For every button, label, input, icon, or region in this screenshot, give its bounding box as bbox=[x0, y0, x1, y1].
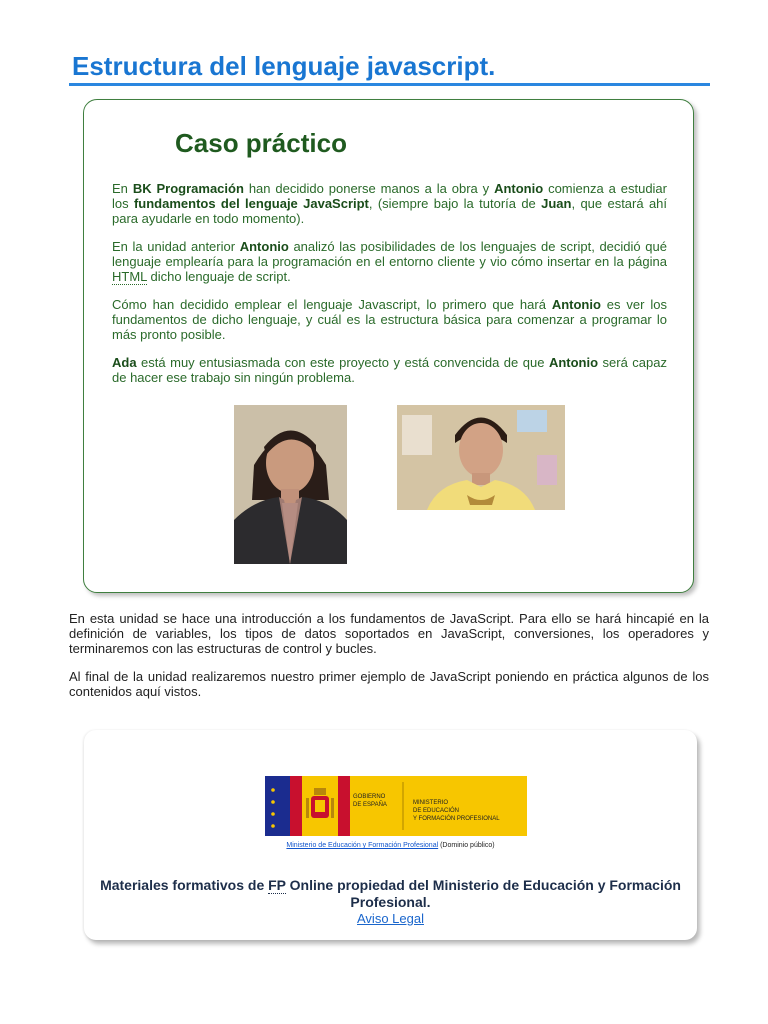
case-paragraph-2: En la unidad anterior Antonio analizó las posibilidades de los lenguajes de script, decidió qué lenguaje emplearía para la programación en el entorno cliente y vio cómo insertar en la página HTML dicho lenguaje de script. bbox=[112, 239, 667, 284]
antonio-photo bbox=[397, 405, 565, 510]
materials-notice: Materiales formativos de FP Online propiedad del Ministerio de Educación y Formación Profesional. bbox=[100, 877, 681, 910]
intro-paragraph-2: Al final de la unidad realizaremos nuestro primer ejemplo de JavaScript poniendo en práctica algunos de los contenidos aquí vistos. bbox=[69, 669, 709, 699]
svg-text:MINISTERIO: MINISTERIO bbox=[413, 800, 449, 806]
page-title: Estructura del lenguaje javascript. bbox=[72, 51, 496, 81]
case-paragraph-3: Cómo han decidido emplear el lenguaje Javascript, lo primero que hará Antonio es ver los fundamentos de dicho lenguaje, y cuál es la estructura básica para comenzar a programar lo más pronto posible. bbox=[112, 297, 667, 342]
html-abbreviation[interactable]: HTML bbox=[112, 269, 147, 284]
title-divider bbox=[69, 83, 710, 86]
license-note: (Dominio público) bbox=[438, 842, 495, 849]
case-study-box bbox=[83, 99, 694, 593]
fp-abbreviation[interactable]: FP bbox=[268, 877, 286, 893]
svg-text:Y FORMACIÓN PROFESIONAL: Y FORMACIÓN PROFESIONAL bbox=[413, 816, 500, 822]
logo-caption bbox=[84, 842, 697, 849]
legal-notice-link[interactable]: Aviso Legal bbox=[357, 911, 424, 926]
ada-photo bbox=[234, 405, 347, 564]
ministry-link[interactable]: Ministerio de Educación y Formación Profesional bbox=[286, 842, 439, 849]
svg-text:DE ESPAÑA: DE ESPAÑA bbox=[353, 802, 387, 808]
case-paragraph-1: En BK Programación han decidido ponerse manos a la obra y Antonio comienza a estudiar los fundamentos del lenguaje JavaScript, (siempre bajo la tutoría de Juan, que estará ahí para ayudarle en todo momento). bbox=[112, 181, 668, 226]
svg-text:DE EDUCACIÓN: DE EDUCACIÓN bbox=[413, 808, 460, 814]
footer-box bbox=[84, 730, 697, 940]
case-study-heading: Caso práctico bbox=[175, 128, 347, 158]
intro-paragraph-1: En esta unidad se hace una introducción a los fundamentos de JavaScript. Para ello se hará hincapié en la definición de variables, los tipos de datos soportados en JavaScript, conversiones, los operadores y terminaremos con las estructuras de control y bucles. bbox=[69, 611, 709, 656]
intro-text bbox=[69, 611, 709, 712]
case-paragraph-4: Ada está muy entusiasmada con este proyecto y está convencida de que Antonio será capaz de hacer ese trabajo sin ningún problema. bbox=[112, 355, 667, 385]
ministry-logo bbox=[265, 776, 527, 836]
svg-text:GOBIERNO: GOBIERNO bbox=[353, 794, 386, 800]
case-study-text bbox=[112, 181, 667, 398]
